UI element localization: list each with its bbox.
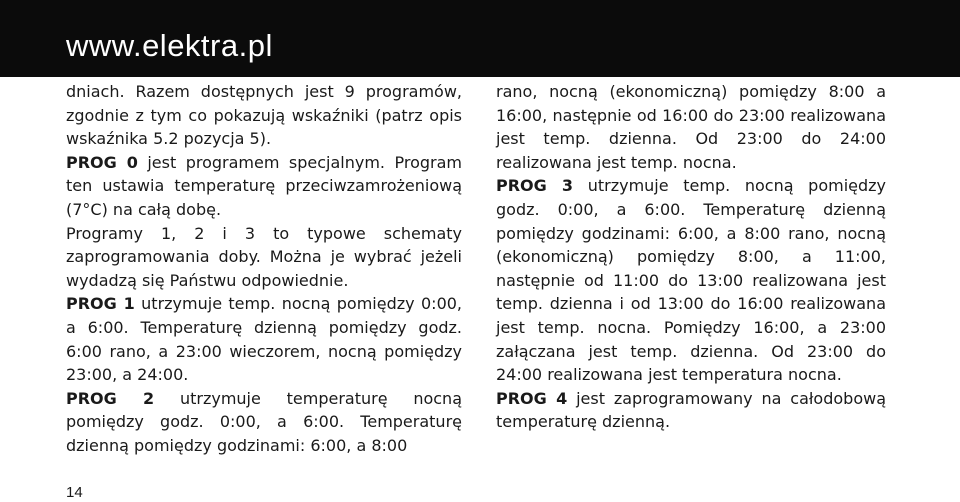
paragraph-text: jest programem specjalnym. Program ten ustawia temperaturę przeciwzamrożeniową (7°C) na całą dobę. (66, 152, 462, 219)
paragraph: rano, nocną (ekonomiczną) pomiędzy 8:00 a 16:00, następnie od 16:00 do 23:00 realizowana jest temp. dzienna. Od 23:00 do 24:00 realizowana jest temp. nocna. (496, 82, 886, 172)
paragraph (496, 387, 886, 434)
paragraph: dniach. Razem dostępnych jest 9 programów, zgodnie z tym co pokazują wskaźniki (patrz opis wskaźnika 5.2 pozycja 5). (66, 82, 462, 149)
program-label: PROG 2 (66, 388, 155, 408)
paragraph (66, 292, 462, 386)
page-number: 14 (66, 484, 83, 501)
paragraph (496, 174, 886, 386)
program-label: PROG 3 (496, 176, 574, 196)
paragraph-text: jest zaprogramowany na całodobową temperaturę dzienną. (496, 388, 886, 432)
program-label: PROG 4 (496, 388, 568, 408)
site-url: www.elektra.pl (66, 28, 273, 63)
paragraph (66, 151, 462, 222)
paragraph-text: utrzymuje temperaturę nocną pomiędzy godz. 0:00, a 6:00. Temperaturę dzienną pomiędzy godzinami: 6:00, a 8:00 (66, 388, 462, 455)
paragraph (66, 387, 462, 458)
program-label: PROG 0 (66, 152, 138, 172)
left-column (66, 80, 462, 458)
header-bar (0, 0, 960, 77)
program-label: PROG 1 (66, 294, 135, 314)
right-column (496, 80, 886, 434)
paragraph-text: utrzymuje temp. nocną pomiędzy godz. 0:00, a 6:00. Temperaturę dzienną pomiędzy godzinami: 6:00, a 8:00 rano, nocną (ekonomiczną) pomiędzy 8:00, a 11:00, następnie od 11:00 do 13:00 realizowana jest temp. dzienna i od 13:00 do 16:00 realizowana jest temp. nocna. Pomiędzy 16:00, a 23:00 załączana jest temp. dzienna. Od 23:00 do 24:00 realizowana jest temperatura nocna. (496, 176, 887, 385)
paragraph-text: utrzymuje temp. nocną pomiędzy 0:00, a 6:00. Temperaturę dzienną pomiędzy godz. 6:00 rano, a 23:00 wieczorem, nocną pomiędzy 23:00, a 24:00. (66, 294, 463, 385)
paragraph: Programy 1, 2 i 3 to typowe schematy zaprogramowania doby. Można je wybrać jeżeli wydadzą się Państwu odpowiednie. (66, 223, 462, 290)
